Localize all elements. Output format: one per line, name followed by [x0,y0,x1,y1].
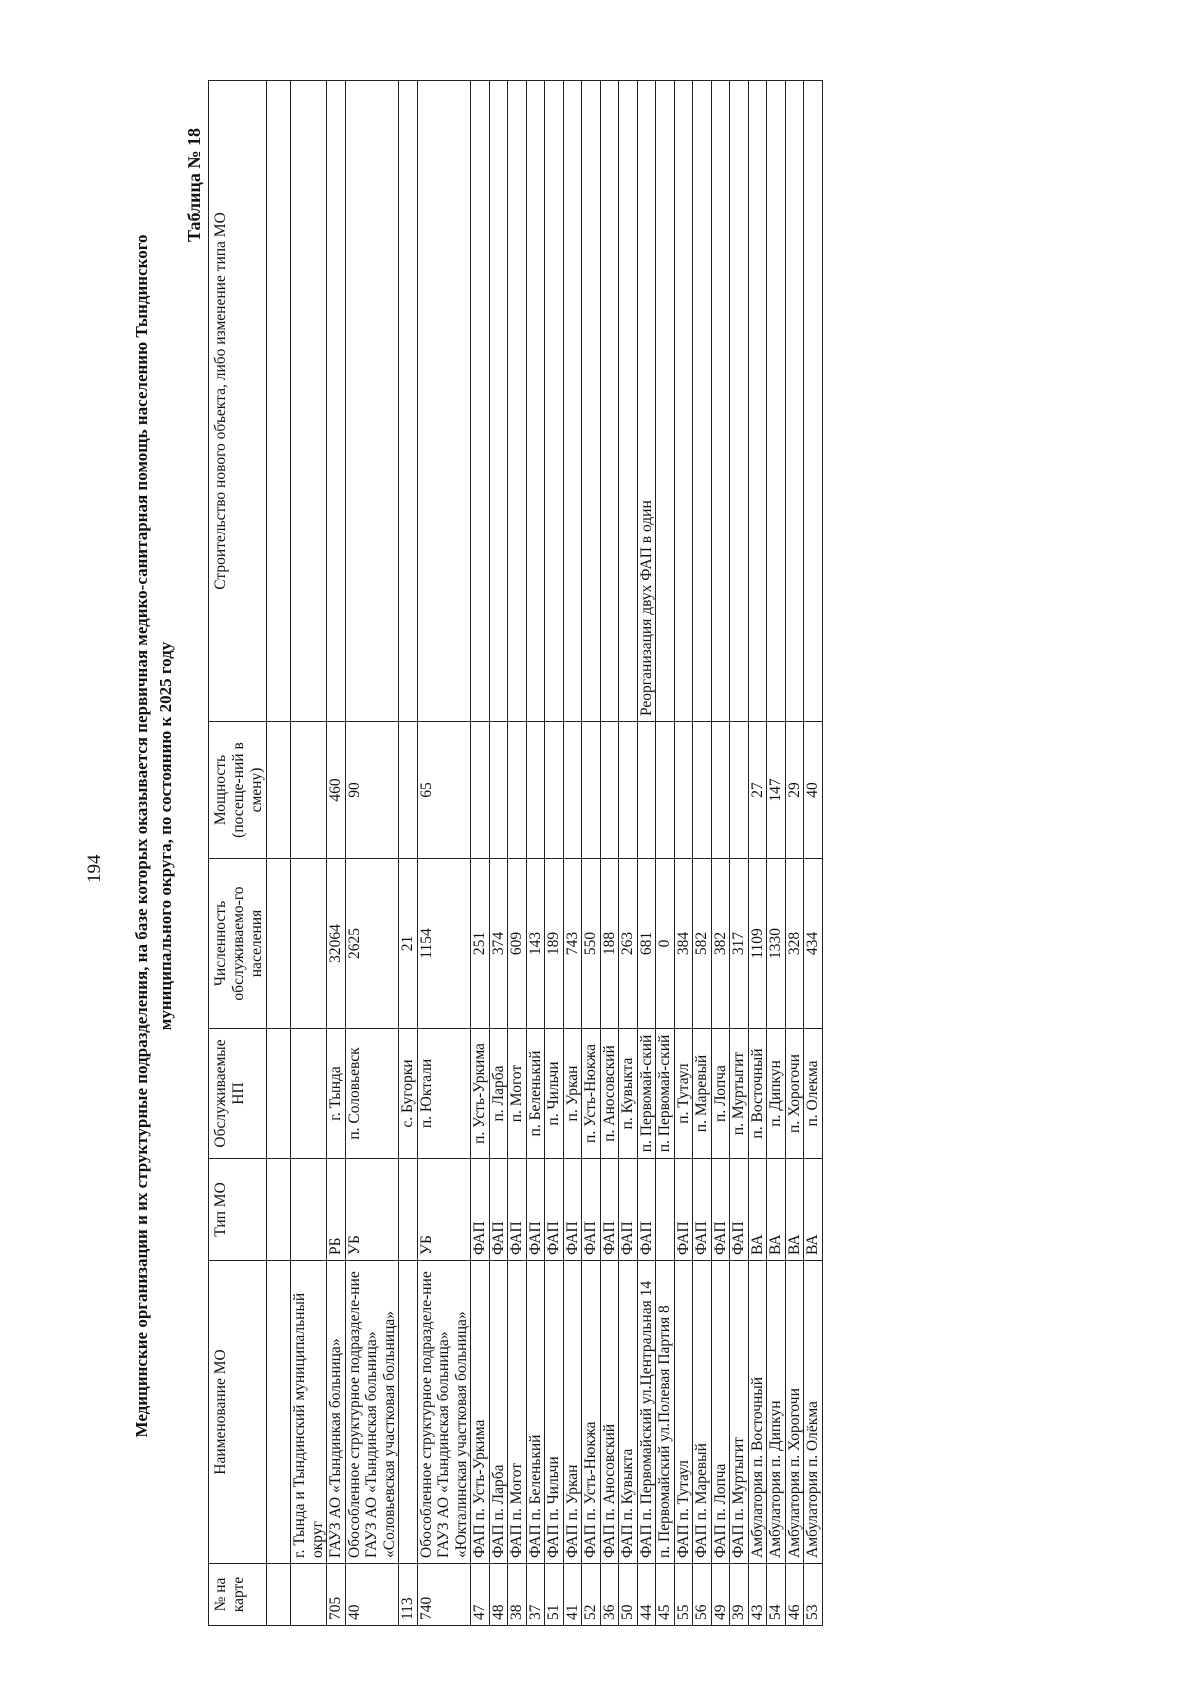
cell-construction [748,81,767,722]
cell-construction [711,81,730,722]
cell-population: 582 [693,859,712,1029]
table-row [563,81,582,1626]
cell-type: ФАП [711,1159,730,1261]
medical-organizations-table [208,80,823,1626]
cell-settlement: п. Маревый [693,1029,712,1159]
col-header-population: Численность обслуживаемо-го населения [209,859,267,1029]
cell-settlement: п. Усть-Уркима [471,1029,490,1159]
cell-settlement: п. Соловьевск [345,1029,399,1159]
cell-construction [804,81,823,722]
cell-number: 56 [693,1564,712,1626]
cell-number [291,1564,327,1626]
cell-capacity [471,722,490,859]
cell-name: Амбулатория п. Дипкун [767,1261,786,1564]
cell-construction [767,81,786,722]
cell-number: 43 [748,1564,767,1626]
table-header-row [209,81,267,1626]
cell-settlement [291,1029,327,1159]
cell-name: ФАП п. Уркан [563,1261,582,1564]
cell-name: ФАП п. Усть-Уркима [471,1261,490,1564]
cell-settlement: п. Первомай-ский [637,1029,656,1159]
cell-name: г. Тында и Тындинский муниципальный округ [291,1261,327,1564]
cell-name: Обособленное структурное подразделе-ние ГАУЗ АО «Тындинская больница» «Соловьевская участковая больница» [345,1261,399,1564]
cell-construction [656,81,675,722]
cell-type: ВА [767,1159,786,1261]
cell-type: ВА [804,1159,823,1261]
cell-type: ФАП [730,1159,749,1261]
cell-population: 317 [730,859,749,1029]
cell-capacity [637,722,656,859]
cell-capacity [582,722,601,859]
blank-cell [267,81,291,722]
cell-population: 382 [711,859,730,1029]
cell-settlement: п. Тутаул [674,1029,693,1159]
cell-construction [582,81,601,722]
cell-capacity [656,722,675,859]
table-row [600,81,619,1626]
table-row [619,81,638,1626]
cell-name: п. Первомайский ул.Полевая Партия 8 [656,1261,675,1564]
cell-number: 49 [711,1564,730,1626]
cell-capacity [545,722,564,859]
cell-capacity: 29 [785,722,804,859]
table-row [582,81,601,1626]
cell-capacity [600,722,619,859]
blank-cell [267,859,291,1029]
cell-population: 2625 [345,859,399,1029]
table-row [693,81,712,1626]
cell-settlement: п. Олекма [804,1029,823,1159]
blank-cell [267,1564,291,1626]
col-header-name: Наименование МО [209,1261,267,1564]
cell-type: ФАП [526,1159,545,1261]
cell-population: 374 [489,859,508,1029]
cell-settlement: п. Уркан [563,1029,582,1159]
cell-capacity [693,722,712,859]
cell-population: 681 [637,859,656,1029]
cell-name: ФАП п. Кувыкта [619,1261,638,1564]
cell-number: 38 [508,1564,527,1626]
cell-population: 328 [785,859,804,1029]
cell-number: 39 [730,1564,749,1626]
table-row [711,81,730,1626]
cell-name: ФАП п. Ларба [489,1261,508,1564]
cell-name: Амбулатория п. Олёкма [804,1261,823,1564]
table-label: Таблица № 18 [184,128,204,243]
cell-name: Амбулатория п. Восточный [748,1261,767,1564]
cell-name: ФАП п. Первомайский ул.Центральная 14 [637,1261,656,1564]
table-row [545,81,564,1626]
cell-number: 705 [327,1564,346,1626]
cell-type: ФАП [508,1159,527,1261]
cell-settlement: п. Могот [508,1029,527,1159]
cell-settlement: п. Дипкун [767,1029,786,1159]
table-row [489,81,508,1626]
cell-name: ФАП п. Лопча [711,1261,730,1564]
cell-type: ФАП [471,1159,490,1261]
table-row [637,81,656,1626]
cell-number: 47 [471,1564,490,1626]
cell-population: 263 [619,859,638,1029]
caption-line-2: муниципального округа, по состоянию к 2025 году [156,641,175,1031]
cell-capacity [711,722,730,859]
cell-number: 54 [767,1564,786,1626]
cell-construction [785,81,804,722]
cell-construction [508,81,527,722]
cell-number: 37 [526,1564,545,1626]
blank-cell [267,1261,291,1564]
cell-capacity [399,722,418,859]
cell-settlement: п. Первомай-ский [656,1029,675,1159]
cell-capacity: 40 [804,722,823,859]
cell-population: 0 [656,859,675,1029]
table-row [345,81,399,1626]
cell-settlement: п. Чильчи [545,1029,564,1159]
caption-line-1: Медицинские организации и их структурные подразделения, на базе которых оказывается первичная медико-санитарная помощь населению Тындинского [132,234,151,1438]
table-row [399,81,418,1626]
cell-construction [489,81,508,722]
cell-settlement: п. Ларба [489,1029,508,1159]
cell-settlement: п. Лопча [711,1029,730,1159]
cell-settlement: п. Хорогочи [785,1029,804,1159]
cell-settlement: с. Бугорки [399,1029,418,1159]
cell-settlement: г. Тында [327,1029,346,1159]
blank-cell [267,1159,291,1261]
cell-type: РБ [327,1159,346,1261]
cell-name: ФАП п. Чильчи [545,1261,564,1564]
cell-settlement: п. Усть-Нюкжа [582,1029,601,1159]
cell-capacity: 65 [417,722,471,859]
cell-population: 143 [526,859,545,1029]
cell-population: 189 [545,859,564,1029]
cell-capacity: 147 [767,722,786,859]
cell-number: 113 [399,1564,418,1626]
cell-number: 740 [417,1564,471,1626]
cell-type: ФАП [619,1159,638,1261]
cell-type: ВА [785,1159,804,1261]
cell-number: 44 [637,1564,656,1626]
cell-settlement: п. Аносовский [600,1029,619,1159]
cell-name: Амбулатория п. Хорогочи [785,1261,804,1564]
cell-settlement: п. Юктали [417,1029,471,1159]
cell-type: ФАП [582,1159,601,1261]
cell-name: ФАП п. Беленький [526,1261,545,1564]
cell-type [291,1159,327,1261]
cell-construction [600,81,619,722]
cell-settlement: п. Беленький [526,1029,545,1159]
cell-name: ФАП п. Муртыгит [730,1261,749,1564]
cell-name: ФАП п. Могот [508,1261,527,1564]
cell-name: Обособленное структурное подразделе-ние ГАУЗ АО «Тындинская больница» «Юкталинская участковая больница» [417,1261,471,1564]
cell-capacity [526,722,545,859]
cell-construction [674,81,693,722]
cell-name: ФАП п. Тутаул [674,1261,693,1564]
table-row [785,81,804,1626]
table-row [767,81,786,1626]
cell-construction [327,81,346,722]
cell-construction [730,81,749,722]
cell-population: 550 [582,859,601,1029]
cell-population: 434 [804,859,823,1029]
cell-population: 188 [600,859,619,1029]
cell-type: ФАП [563,1159,582,1261]
cell-type: ФАП [545,1159,564,1261]
cell-construction [545,81,564,722]
cell-capacity [619,722,638,859]
cell-construction [693,81,712,722]
col-header-type: Тип МО [209,1159,267,1261]
cell-number: 52 [582,1564,601,1626]
cell-type: ФАП [674,1159,693,1261]
cell-population: 21 [399,859,418,1029]
cell-settlement: п. Восточный [748,1029,767,1159]
cell-construction [345,81,399,722]
blank-cell [267,1029,291,1159]
cell-population: 384 [674,859,693,1029]
cell-construction [563,81,582,722]
table-row [508,81,527,1626]
cell-capacity [563,722,582,859]
table-row [291,81,327,1626]
cell-type: УБ [345,1159,399,1261]
cell-type [656,1159,675,1261]
cell-population: 609 [508,859,527,1029]
cell-population: 743 [563,859,582,1029]
cell-construction [291,81,327,722]
cell-settlement: п. Муртыгит [730,1029,749,1159]
cell-number: 45 [656,1564,675,1626]
cell-number: 41 [563,1564,582,1626]
table-row [471,81,490,1626]
cell-capacity [489,722,508,859]
col-header-construction: Строительство нового объекта, либо изменение типа МО [209,81,267,722]
blank-cell [267,722,291,859]
table-row [804,81,823,1626]
cell-population: 1330 [767,859,786,1029]
cell-number: 40 [345,1564,399,1626]
table-row [674,81,693,1626]
cell-capacity [730,722,749,859]
page-number: 194 [84,854,105,883]
cell-construction [399,81,418,722]
col-header-settlements: Обслуживаемые НП [209,1029,267,1159]
cell-construction: Реорганизация двух ФАП в один [637,81,656,722]
cell-number: 55 [674,1564,693,1626]
cell-population: 1154 [417,859,471,1029]
cell-number: 50 [619,1564,638,1626]
cell-capacity [291,722,327,859]
cell-name: ФАП п. Маревый [693,1261,712,1564]
table-row [748,81,767,1626]
cell-type: УБ [417,1159,471,1261]
cell-name: ФАП п. Усть-Нюкжа [582,1261,601,1564]
col-header-capacity: Мощность (посеще-ний в смену) [209,722,267,859]
table-row [327,81,346,1626]
blank-row [267,81,291,1626]
cell-number: 36 [600,1564,619,1626]
table-row [730,81,749,1626]
cell-construction [417,81,471,722]
cell-name: ФАП п. Аносовский [600,1261,619,1564]
cell-number: 53 [804,1564,823,1626]
cell-name: ГАУЗ АО «Тындинкая больница» [327,1261,346,1564]
cell-capacity: 460 [327,722,346,859]
cell-capacity: 27 [748,722,767,859]
cell-population: 1109 [748,859,767,1029]
cell-type: ВА [748,1159,767,1261]
cell-construction [619,81,638,722]
cell-number: 48 [489,1564,508,1626]
table-row [526,81,545,1626]
cell-type: ФАП [600,1159,619,1261]
cell-construction [526,81,545,722]
cell-settlement: п. Кувыкта [619,1029,638,1159]
cell-population: 32064 [327,859,346,1029]
cell-number: 51 [545,1564,564,1626]
cell-capacity: 90 [345,722,399,859]
cell-type: ФАП [637,1159,656,1261]
cell-type: ФАП [489,1159,508,1261]
cell-number: 46 [785,1564,804,1626]
cell-type [399,1159,418,1261]
cell-name [399,1261,418,1564]
cell-population [291,859,327,1029]
table-row [417,81,471,1626]
table-caption [130,86,178,1586]
cell-population: 251 [471,859,490,1029]
col-header-number: № на карте [209,1564,267,1626]
table-row [656,81,675,1626]
cell-construction [471,81,490,722]
cell-capacity [508,722,527,859]
cell-capacity [674,722,693,859]
cell-type: ФАП [693,1159,712,1261]
